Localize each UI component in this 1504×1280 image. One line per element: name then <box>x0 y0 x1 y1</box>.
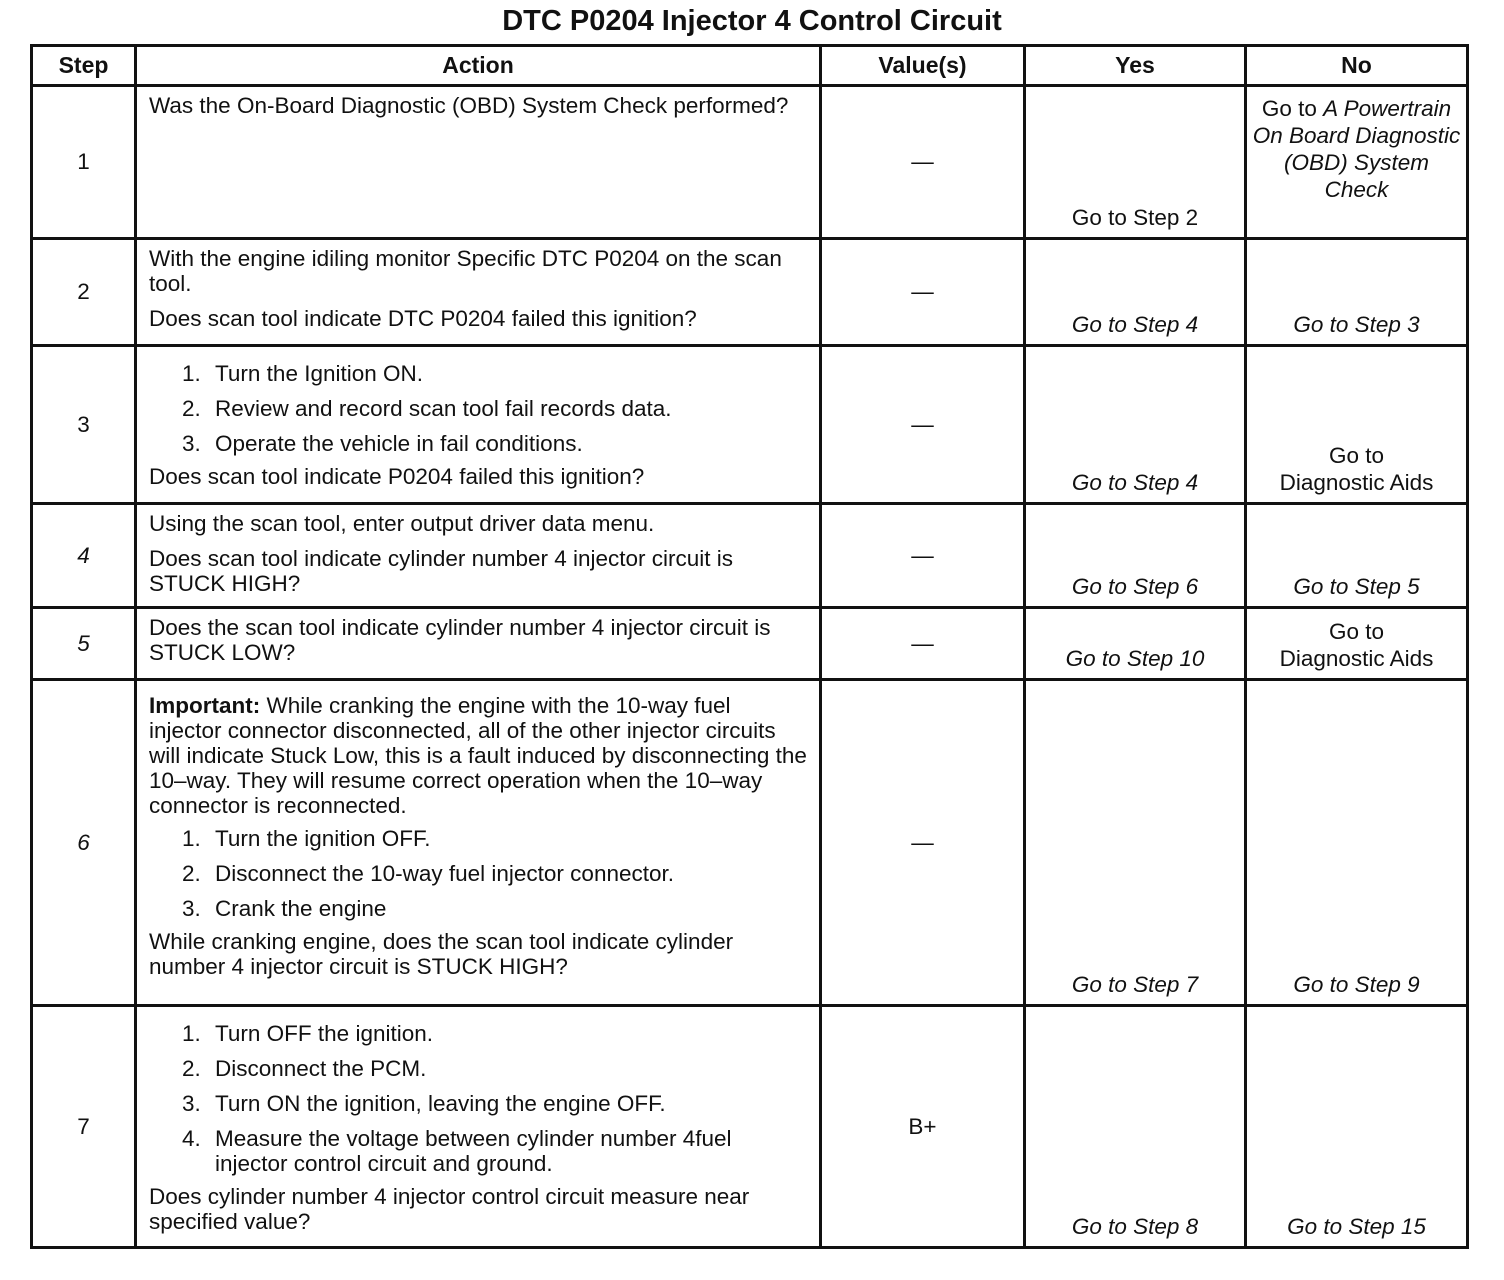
yes-cell: Go to Step 6 <box>1025 504 1246 608</box>
table-row <box>32 1006 1468 1248</box>
value-cell: — <box>821 680 1025 1006</box>
list-item: 3. Operate the vehicle in fail conditions. <box>207 431 809 456</box>
important-note <box>149 693 809 818</box>
step-number: 1 <box>32 86 136 239</box>
important-text: While cranking the engine with the 10-way fuel injector connector disconnected, all of the other injector circuits will indicate Stuck Low, this is a fault induced by disconnecting the 10–way. They will resume correct operation when the 10–way connector is reconnected. <box>149 693 807 818</box>
action-question: Does scan tool indicate cylinder number 4 injector circuit is STUCK HIGH? <box>149 546 734 596</box>
action-cell <box>136 239 821 346</box>
step-number: 3 <box>32 346 136 504</box>
value-cell: — <box>821 504 1025 608</box>
table-row <box>32 239 1468 346</box>
list-item: 1. Turn OFF the ignition. <box>207 1021 809 1046</box>
action-cell <box>136 346 821 504</box>
value-cell: — <box>821 608 1025 680</box>
yes-cell: Go to Step 7 <box>1025 680 1246 1006</box>
list-item: 4. Measure the voltage between cylinder number 4fuel injector control circuit and ground. <box>207 1126 809 1176</box>
step-number: 6 <box>32 680 136 1006</box>
table-row <box>32 86 1468 239</box>
header-step: Step <box>32 46 136 86</box>
list-item: 1. Turn the ignition OFF. <box>207 826 809 851</box>
step-number: 2 <box>32 239 136 346</box>
value-cell: — <box>821 346 1025 504</box>
yes-cell: Go to Step 4 <box>1025 346 1246 504</box>
header-yes: Yes <box>1025 46 1246 86</box>
no-line-2: Diagnostic Aids <box>1279 646 1434 671</box>
table-row <box>32 504 1468 608</box>
no-cell <box>1246 86 1468 239</box>
list-item: 3. Turn ON the ignition, leaving the engine OFF. <box>207 1091 809 1116</box>
action-question: Does cylinder number 4 injector control circuit measure near specified value? <box>149 1184 750 1234</box>
value-cell: — <box>821 239 1025 346</box>
action-question: Does the scan tool indicate cylinder number 4 injector circuit is STUCK LOW? <box>149 615 771 665</box>
list-item: 2. Disconnect the PCM. <box>207 1056 809 1081</box>
header-row <box>32 46 1468 86</box>
no-cell <box>1246 608 1468 680</box>
action-intro: Using the scan tool, enter output driver data menu. <box>149 511 655 536</box>
no-line-2: Diagnostic Aids <box>1279 470 1434 495</box>
table-row <box>32 346 1468 504</box>
no-reference: A Powertrain On Board Diagnostic (OBD) System Check <box>1252 96 1461 202</box>
action-intro: With the engine idiling monitor Specific DTC P0204 on the scan tool. <box>149 246 782 296</box>
action-question: Does scan tool indicate P0204 failed this ignition? <box>149 464 645 489</box>
important-label: Important: <box>149 693 261 718</box>
action-cell <box>136 680 821 1006</box>
no-cell: Go to Step 3 <box>1246 239 1468 346</box>
list-item: 2. Disconnect the 10-way fuel injector connector. <box>207 861 809 886</box>
action-steps <box>149 1021 809 1176</box>
action-steps <box>149 361 809 456</box>
no-cell: Go to Step 9 <box>1246 680 1468 1006</box>
no-cell: Go to Step 5 <box>1246 504 1468 608</box>
yes-cell: Go to Step 10 <box>1025 608 1246 680</box>
list-item: 2. Review and record scan tool fail records data. <box>207 396 809 421</box>
list-item: 1. Turn the Ignition ON. <box>207 361 809 386</box>
list-item: 3. Crank the engine <box>207 896 809 921</box>
step-number: 5 <box>32 608 136 680</box>
action-question: Does scan tool indicate DTC P0204 failed this ignition? <box>149 306 697 331</box>
header-action: Action <box>136 46 821 86</box>
page-title: DTC P0204 Injector 4 Control Circuit <box>502 5 1002 37</box>
yes-cell: Go to Step 8 <box>1025 1006 1246 1248</box>
no-cell <box>1246 346 1468 504</box>
no-line-1: Go to <box>1328 443 1385 468</box>
dtc-table <box>30 44 1469 1249</box>
no-cell: Go to Step 15 <box>1246 1006 1468 1248</box>
value-cell: B+ <box>821 1006 1025 1248</box>
action-cell <box>136 86 821 239</box>
action-cell <box>136 1006 821 1248</box>
yes-cell: Go to Step 4 <box>1025 239 1246 346</box>
action-question: While cranking engine, does the scan tool indicate cylinder number 4 injector circuit is STUCK HIGH? <box>149 929 734 979</box>
header-values: Value(s) <box>821 46 1025 86</box>
table-row <box>32 608 1468 680</box>
yes-cell: Go to Step 2 <box>1025 86 1246 239</box>
no-prefix: Go to <box>1261 96 1317 121</box>
action-steps <box>149 826 809 921</box>
table-row <box>32 680 1468 1006</box>
step-number: 7 <box>32 1006 136 1248</box>
no-line-1: Go to <box>1328 619 1385 644</box>
step-number: 4 <box>32 504 136 608</box>
value-cell: — <box>821 86 1025 239</box>
action-cell <box>136 608 821 680</box>
action-question: Was the On-Board Diagnostic (OBD) System Check performed? <box>149 93 789 118</box>
header-no: No <box>1246 46 1468 86</box>
action-cell <box>136 504 821 608</box>
